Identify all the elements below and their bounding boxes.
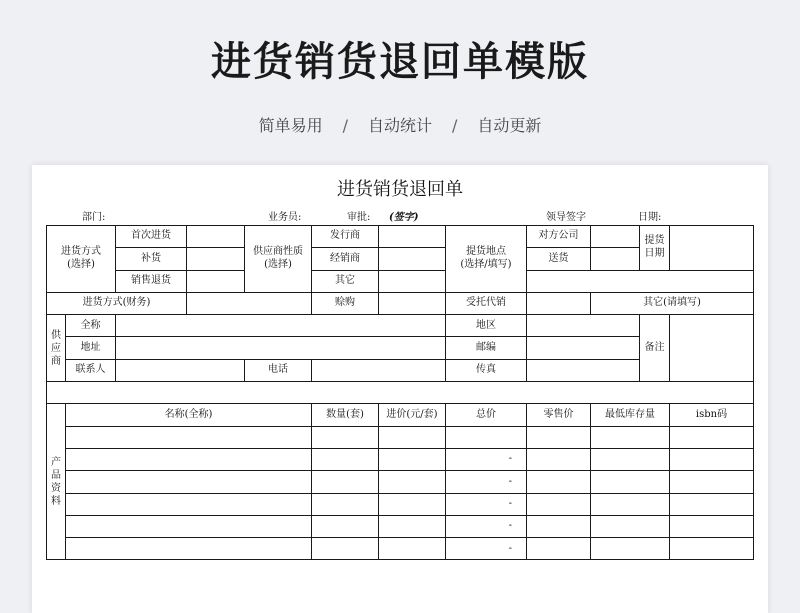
- col-name-header: 名称(全称): [66, 404, 312, 426]
- pickup-date-label: 提货 日期: [640, 226, 670, 271]
- supplier-option-other: 其它: [312, 270, 379, 292]
- table-row: [47, 471, 754, 493]
- product-name-cell[interactable]: [66, 493, 312, 515]
- finance-consignment-label: 受托代销: [446, 292, 527, 314]
- finance-credit-field[interactable]: [379, 292, 446, 314]
- leader-sign-label: 领导签字: [546, 212, 586, 223]
- supplier-contact-label: 联系人: [66, 359, 116, 381]
- form-sheet: [32, 165, 768, 613]
- product-name-cell[interactable]: [66, 448, 312, 470]
- product-qty-cell[interactable]: [312, 426, 379, 448]
- form-title: 进货销货退回单: [337, 179, 463, 200]
- salesperson-label: 业务员:: [268, 212, 302, 223]
- col-qty-header: 数量(套): [312, 404, 379, 426]
- purchase-option-restock: 补货: [116, 248, 187, 270]
- finance-other-label: 其它(请填写): [591, 292, 754, 314]
- finance-method-label: 进货方式(财务): [47, 292, 187, 314]
- table-row: [47, 426, 754, 448]
- supplier-region-label: 地区: [446, 315, 527, 337]
- tag-separator: /: [342, 116, 348, 135]
- product-total-cell: -: [446, 471, 527, 493]
- tag-separator: /: [452, 116, 458, 135]
- table-row: [47, 538, 754, 560]
- product-qty-cell[interactable]: [312, 515, 379, 537]
- pickup-option-company: 对方公司: [527, 226, 591, 248]
- table-row: [47, 448, 754, 470]
- pickup-option-delivery-check[interactable]: [591, 248, 640, 270]
- sign-hint: (签字): [389, 212, 419, 223]
- pickup-extra-field[interactable]: [527, 270, 754, 292]
- product-price-cell[interactable]: [379, 493, 446, 515]
- product-retail-cell[interactable]: [527, 426, 591, 448]
- pickup-option-company-check[interactable]: [591, 226, 640, 248]
- product-isbn-cell[interactable]: [670, 426, 754, 448]
- supplier-option-distributor-check[interactable]: [379, 248, 446, 270]
- supplier-option-publisher: 发行商: [312, 226, 379, 248]
- supplier-remark-label: 备注: [640, 315, 670, 382]
- product-price-cell[interactable]: [379, 426, 446, 448]
- product-total-cell: -: [446, 515, 527, 537]
- supplier-remark-field[interactable]: [670, 315, 754, 382]
- pickup-date-field[interactable]: [670, 226, 754, 271]
- product-retail-cell[interactable]: [527, 493, 591, 515]
- product-qty-cell[interactable]: [312, 448, 379, 470]
- supplier-address-label: 地址: [66, 337, 116, 359]
- supplier-fullname-label: 全称: [66, 315, 116, 337]
- product-minstock-cell[interactable]: [591, 448, 670, 470]
- date-label: 日期:: [638, 212, 662, 223]
- page-title: 进货销货退回单模版: [211, 39, 589, 85]
- product-minstock-cell[interactable]: [591, 538, 670, 560]
- product-section-label: 产 品 资 料: [47, 404, 66, 560]
- supplier-postcode-label: 邮编: [446, 337, 527, 359]
- supplier-option-distributor: 经销商: [312, 248, 379, 270]
- supplier-option-publisher-check[interactable]: [379, 226, 446, 248]
- product-minstock-cell[interactable]: [591, 471, 670, 493]
- product-qty-cell[interactable]: [312, 538, 379, 560]
- purchase-option-restock-check[interactable]: [187, 248, 245, 270]
- product-qty-cell[interactable]: [312, 471, 379, 493]
- dept-label: 部门:: [82, 212, 106, 223]
- col-price-header: 进价(元/套): [379, 404, 446, 426]
- finance-consignment-field[interactable]: [527, 292, 591, 314]
- product-isbn-cell[interactable]: [670, 471, 754, 493]
- product-retail-cell[interactable]: [527, 471, 591, 493]
- supplier-phone-label: 电话: [245, 359, 312, 381]
- product-total-cell: -: [446, 448, 527, 470]
- product-retail-cell[interactable]: [527, 538, 591, 560]
- section-spacer: [47, 382, 754, 404]
- supplier-fax-field[interactable]: [527, 359, 640, 381]
- purchase-option-return: 销售退货: [116, 270, 187, 292]
- col-retail-header: 零售价: [527, 404, 591, 426]
- supplier-option-other-check[interactable]: [379, 270, 446, 292]
- supplier-contact-field[interactable]: [116, 359, 245, 381]
- product-isbn-cell[interactable]: [670, 538, 754, 560]
- table-row: [47, 515, 754, 537]
- product-name-cell[interactable]: [66, 515, 312, 537]
- product-name-cell[interactable]: [66, 538, 312, 560]
- product-minstock-cell[interactable]: [591, 515, 670, 537]
- supplier-postcode-field[interactable]: [527, 337, 640, 359]
- pickup-location-label: 提货地点 (选择/填写): [446, 226, 527, 293]
- feature-tags: [0, 113, 800, 136]
- product-total-cell: -: [446, 493, 527, 515]
- purchase-method-label: 进货方式 (选择): [47, 226, 116, 293]
- product-total-cell: [446, 426, 527, 448]
- product-isbn-cell[interactable]: [670, 493, 754, 515]
- product-retail-cell[interactable]: [527, 515, 591, 537]
- col-isbn-header: isbn码: [670, 404, 754, 426]
- product-qty-cell[interactable]: [312, 493, 379, 515]
- finance-credit-label: 赊购: [312, 292, 379, 314]
- product-price-cell[interactable]: [379, 538, 446, 560]
- supplier-fullname-field[interactable]: [116, 315, 446, 337]
- product-minstock-cell[interactable]: [591, 493, 670, 515]
- tag-easy: 简单易用: [258, 116, 323, 135]
- col-minstock-header: 最低库存量: [591, 404, 670, 426]
- supplier-section-label: 供 应 商: [47, 315, 66, 382]
- col-total-header: 总价: [446, 404, 527, 426]
- supplier-nature-label: 供应商性质 (选择): [245, 226, 312, 293]
- table-row: [47, 493, 754, 515]
- tag-auto-stats: 自动统计: [367, 116, 432, 135]
- product-name-cell[interactable]: [66, 471, 312, 493]
- product-isbn-cell[interactable]: [670, 448, 754, 470]
- purchase-option-first-check[interactable]: [187, 226, 245, 248]
- product-minstock-cell[interactable]: [591, 426, 670, 448]
- product-retail-cell[interactable]: [527, 448, 591, 470]
- product-price-cell[interactable]: [379, 448, 446, 470]
- pickup-option-delivery: 送货: [527, 248, 591, 270]
- purchase-option-return-check[interactable]: [187, 270, 245, 292]
- purchase-option-first: 首次进货: [116, 226, 187, 248]
- supplier-address-field[interactable]: [116, 337, 446, 359]
- tag-auto-update: 自动更新: [477, 116, 542, 135]
- finance-method-field[interactable]: [187, 292, 312, 314]
- product-price-cell[interactable]: [379, 515, 446, 537]
- supplier-fax-label: 传真: [446, 359, 527, 381]
- supplier-region-field[interactable]: [527, 315, 640, 337]
- product-isbn-cell[interactable]: [670, 515, 754, 537]
- approval-label: 审批:: [347, 212, 371, 223]
- product-price-cell[interactable]: [379, 471, 446, 493]
- product-name-cell[interactable]: [66, 426, 312, 448]
- product-total-cell: -: [446, 538, 527, 560]
- supplier-phone-field[interactable]: [312, 359, 446, 381]
- form-table: [46, 225, 754, 560]
